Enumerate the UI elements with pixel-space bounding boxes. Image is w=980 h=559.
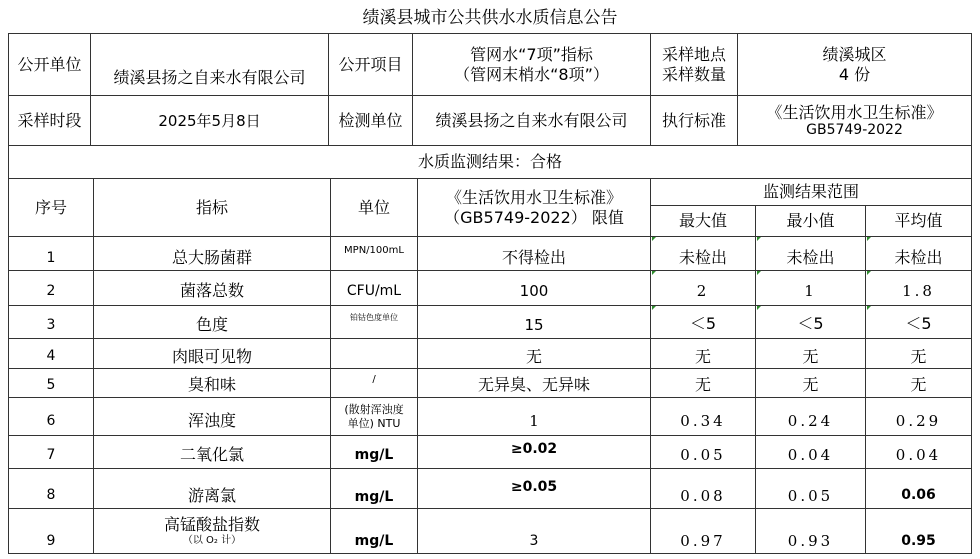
row7-indicator: 二氧化氯 [179,445,244,465]
row1-min: 未检出 [786,247,835,267]
row5-limit: 无异臭、无异味 [477,375,590,395]
row6-limit: 1 [529,411,539,430]
row2-avg: 1.8 [902,282,935,300]
row1-indicator: 总大肠菌群 [171,247,252,267]
row5-indicator: 臭和味 [187,375,236,395]
row5-max: 无 [694,375,711,395]
sampling-labels [651,34,737,95]
row5-seq: 5 [46,376,56,393]
cell-marker [867,271,871,275]
disclosure-item-line1: 管网水“7项”指标 [470,45,593,65]
col-unit: 单位 [357,197,390,217]
sampling-values [738,34,971,95]
row3-seq: 3 [46,316,56,333]
row6-seq: 6 [46,413,56,430]
disclosure-item-line2: （管网末梢水“8项”） [454,64,609,84]
row8-avg: 0.06 [901,487,936,504]
cell-marker [867,306,871,310]
grid-line [971,33,972,553]
cell-marker [757,271,761,275]
notice-title: 绩溪县城市公共供水水质信息公告 [362,8,618,28]
col-min: 最小值 [786,211,835,231]
row1-unit: MPN/100mL [344,244,404,256]
row3-indicator: 色度 [195,315,228,335]
sampling-place-label: 采样地点 [661,45,726,65]
disclosure-item-label: 公开项目 [338,54,403,74]
row6-unit-line2: 单位) NTU [347,416,401,430]
row1-max: 未检出 [678,247,727,267]
row9-seq: 9 [46,532,56,549]
cell-marker [652,306,656,310]
grid-line [8,553,972,554]
row3-avg: ＜5 [905,314,932,334]
col-avg: 平均值 [894,211,943,231]
row2-max: 2 [696,282,710,300]
row9-min: 0.93 [787,532,834,550]
row6-min: 0.24 [787,411,834,430]
disclosure-unit-label: 公开单位 [17,54,82,74]
row1-seq: 1 [46,250,56,267]
cell-marker [757,237,761,241]
col-limit-line2: （GB5749-2022） 限值 [444,207,624,227]
sampling-count-label: 采样数量 [661,64,726,84]
row8-min: 0.05 [787,486,834,505]
row7-seq: 7 [46,446,56,463]
row7-avg: 0.04 [895,446,942,464]
row7-unit: mg/L [354,446,394,463]
col-indicator: 指标 [195,197,228,217]
row9-indicator-name: 高锰酸盐指数 [163,515,260,535]
row9-limit: 3 [529,532,539,549]
row9-max: 0.97 [680,532,726,550]
row6-max: 0.34 [680,411,726,430]
row8-max: 0.08 [680,486,726,505]
row8-unit: mg/L [354,489,394,506]
disclosure-item-value [413,34,650,95]
sampling-period-label: 采样时段 [17,110,82,130]
row9-unit: mg/L [354,532,394,549]
row2-min: 1 [804,282,817,300]
row5-unit: / [372,374,376,385]
row3-limit: 15 [524,316,544,334]
row9-avg: 0.95 [901,532,936,549]
row4-unit [331,339,417,368]
row3-unit: 铂钴色度单位 [350,313,398,323]
col-range: 监测结果范围 [762,182,859,202]
row2-limit: 100 [519,282,549,300]
row3-max: ＜5 [689,314,717,334]
row1-limit: 不得检出 [501,247,566,267]
row7-max: 0.05 [680,446,726,464]
result-summary: 水质监测结果：合格 [417,152,562,172]
sampling-count-value: 4 份 [838,64,871,84]
row9-indicator-note: （以 O₂ 计） [182,534,242,546]
col-limit-line1: 《生活饮用水卫生标准》 [445,188,622,208]
sampling-period-value: 2025年5月8日 [158,111,261,130]
row4-avg: 无 [910,346,927,366]
col-limit [418,179,650,236]
row2-seq: 2 [46,282,56,299]
standard-line2: GB5749-2022 [806,121,903,138]
row4-max: 无 [694,346,711,366]
cell-marker [757,306,761,310]
row9-indicator [94,509,330,553]
row8-limit: ≥0.05 [510,479,558,496]
standard-label: 执行标准 [661,110,726,130]
cell-marker [652,271,656,275]
row5-min: 无 [802,375,819,395]
standard-line1: 《生活饮用水卫生标准》 [766,102,943,122]
col-seq: 序号 [34,197,67,217]
row4-indicator: 肉眼可见物 [171,346,252,366]
row6-indicator: 浑浊度 [187,410,236,430]
row6-unit-line1: (散射浑浊度 [344,403,404,417]
row2-indicator: 菌落总数 [179,281,244,301]
cell-marker [867,237,871,241]
row6-unit [331,398,417,435]
row4-seq: 4 [46,348,56,365]
cell-marker [652,237,656,241]
row7-min: 0.04 [787,446,834,464]
row1-avg: 未检出 [894,247,943,267]
row7-limit: ≥0.02 [510,440,558,457]
testing-unit-label: 检测单位 [338,110,403,130]
row4-limit: 无 [525,346,542,366]
row2-unit: CFU/mL [346,282,402,299]
row5-avg: 无 [910,375,927,395]
row3-min: ＜5 [797,314,824,334]
row8-seq: 8 [46,487,56,504]
disclosure-unit-value: 绩溪县扬之自来水有限公司 [113,67,306,87]
testing-unit-value: 绩溪县扬之自来水有限公司 [435,110,628,130]
col-max: 最大值 [678,211,727,231]
sampling-place-value: 绩溪城区 [822,45,887,65]
row8-indicator: 游离氯 [187,485,236,505]
row4-min: 无 [802,346,819,366]
standard-value [738,96,971,145]
row6-avg: 0.29 [895,411,942,430]
